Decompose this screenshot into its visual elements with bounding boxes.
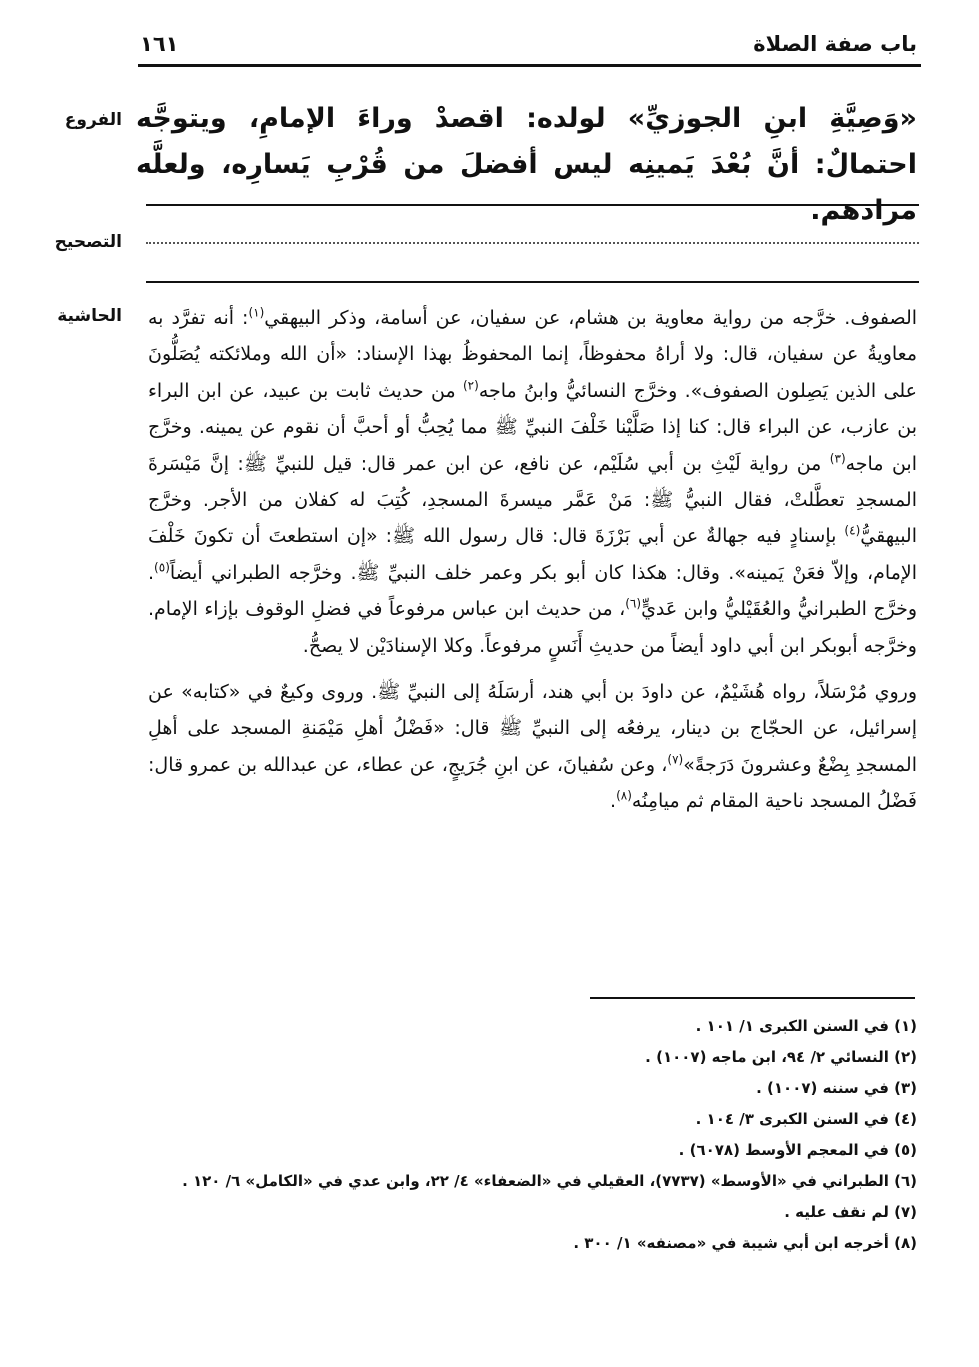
- footnote-ref: (٣): [829, 451, 846, 466]
- footnote-2: (٢) النسائي ٢/ ٩٤، ابن ماجه (١٠٠٧) .: [645, 1048, 917, 1066]
- header-rule: [138, 64, 921, 67]
- margin-label-furu: الفروع: [64, 110, 122, 130]
- footnote-1: (١) في السنن الكبرى ١/ ١٠١ .: [695, 1017, 917, 1035]
- tashih-dotted-line: [146, 242, 919, 244]
- margin-label-tashih: التصحيح: [54, 232, 122, 252]
- text-run: .: [610, 790, 617, 813]
- footnote-3: (٣) في سننه (١٠٠٧) .: [756, 1079, 917, 1097]
- text-run: من حديث ثابت بن عبيد، عن ابن البراء بن عازب، عن البراء قال: كنا إذا صَلَّيْنا خَلْفَ النبيِّ ﷺ مما يُحِبُّ أو أحبَّ أن نقوم عن يمينه. وخرَّج ابن ماجه: [148, 379, 917, 475]
- text-run: : أنه تفرَّد به معاويةُ عن سفيان، قال: ولا أراهُ محفوظاً، إنما المحفوظُ بهذا الإسناد: «أن الله وملائكته يُصَلُّونَ على الذين يَصِلون الصفوف». وخرَّج النسائيُّ وابنُ ماجه: [148, 307, 917, 402]
- margin-label-hashiya: الحاشية: [57, 306, 122, 326]
- tashih-divider: [146, 281, 919, 283]
- footnote-6: (٦) الطبراني في «الأوسط» (٧٧٣٧)، العقيلي في «الضعفاء» ٤/ ٢٢، وابن عدي في «الكامل» ٦/ ١٢٠ .: [182, 1172, 917, 1190]
- chapter-title: باب صفة الصلاة: [753, 32, 917, 56]
- page-number: ١٦١: [140, 32, 179, 56]
- footnote-ref: (٢): [462, 378, 479, 393]
- text-run: . وخرَّج الطبرانيُّ والعُقَيْليُّ وابن عَديٍّ: [148, 561, 918, 621]
- footnote-ref: (٤): [844, 524, 861, 539]
- footnote-ref: (٦): [625, 596, 642, 611]
- hashiya-paragraph-2: [148, 674, 917, 820]
- footnote-ref: (١): [248, 305, 265, 320]
- footnote-ref: (٥): [154, 560, 170, 575]
- footnote-ref: (٨): [616, 788, 632, 803]
- footnote-ref: (٧): [667, 752, 684, 767]
- footnote-4: (٤) في السنن الكبرى ٣/ ١٠٤ .: [695, 1110, 917, 1128]
- footnote-divider: [590, 997, 915, 999]
- hashiya-paragraph-1: [148, 300, 917, 664]
- text-run: بإسنادٍ فيه جهالةٌ عن أبي بَرْزَةَ قال: قال رسول الله ﷺ: «إن استطعتَ أن تكونَ خَلْفَ الإمام، وإلاّ فعَنْ يَمينه». وقال: هكذا كان أبو بكر وعمر خلف النبيِّ ﷺ. وخرَّجه الطبراني أيضاً: [148, 525, 917, 584]
- text-run: من رواية لَيْثِ بن أبي سُلَيْم، عن نافع، عن ابن عمر قال: قيل للنبيِّ ﷺ: إنَّ مَيْسَرةَ المسجدِ تعطَّلتْ، فقال النبيُّ ﷺ: مَنْ عَمَّر ميسرةَ المسجدِ، كُتِبَ له كفلان من الأجر. وخرَّج البيهقيُّ: [148, 452, 917, 548]
- footnote-7: (٧) لم نقف عليه .: [784, 1203, 917, 1221]
- footnote-5: (٥) في المعجم الأوسط (٦٠٧٨) .: [678, 1141, 917, 1159]
- text-run: وروي مُرْسَلاً، رواه هُشَيْمٌ، عن داودَ بن أبي هند، أرسَلَهُ إلى النبيِّ ﷺ. وروى وكيعٌ في «كتابه» عن إسرائيل، عن الحجّاج بن دينار، يرفعُه إلى النبيِّ ﷺ قال: «فَضْلُ أهلِ مَيْمَنةِ المسجد على أهلِ المسجدِ بِضْعٌ وعشرونَ دَرَجةً»: [148, 681, 917, 776]
- footnotes: [140, 1011, 917, 1259]
- footnote-8: (٨) أخرجه ابن أبي شيبة في «مصنفه» ١/ ٣٠٠ .: [573, 1234, 917, 1252]
- text-run: ، من حديث ابن عباس مرفوعاً في فضلِ الوقوف بإزاء الإمام. وخرَّجه أبوبكر ابن أبي داود أيضاً من حديثِ أَنَسٍ مرفوعاً. وكلا الإسنادَيْن لا يصحُّ.: [148, 598, 917, 657]
- furu-text: «وَصِيَّةِ ابنِ الجوزيِّ» لولده: اقصدْ وراءَ الإمامِ، ويتوجَّه احتمالٌ: أنَّ بُعْدَ يَمينِه ليس أفضلَ من قُرْبِ يَسارِه، ولعلَّه مرادهم.: [136, 103, 917, 226]
- hashiya-body: [148, 300, 917, 820]
- text-run: الصفوف. خرَّجه من رواية معاوية بن هشام، عن سفيان، عن أسامة، وذكر البيهقي: [264, 307, 918, 329]
- furu-divider: [146, 204, 919, 206]
- text-run: ، وعن سُفيانَ، عن ابنِ جُرَيجٍ، عن عطاء، عن عبدالله بن عمرو قال: فَضْلُ المسجد ناحية المقام ثم ميامِنُه: [148, 753, 917, 813]
